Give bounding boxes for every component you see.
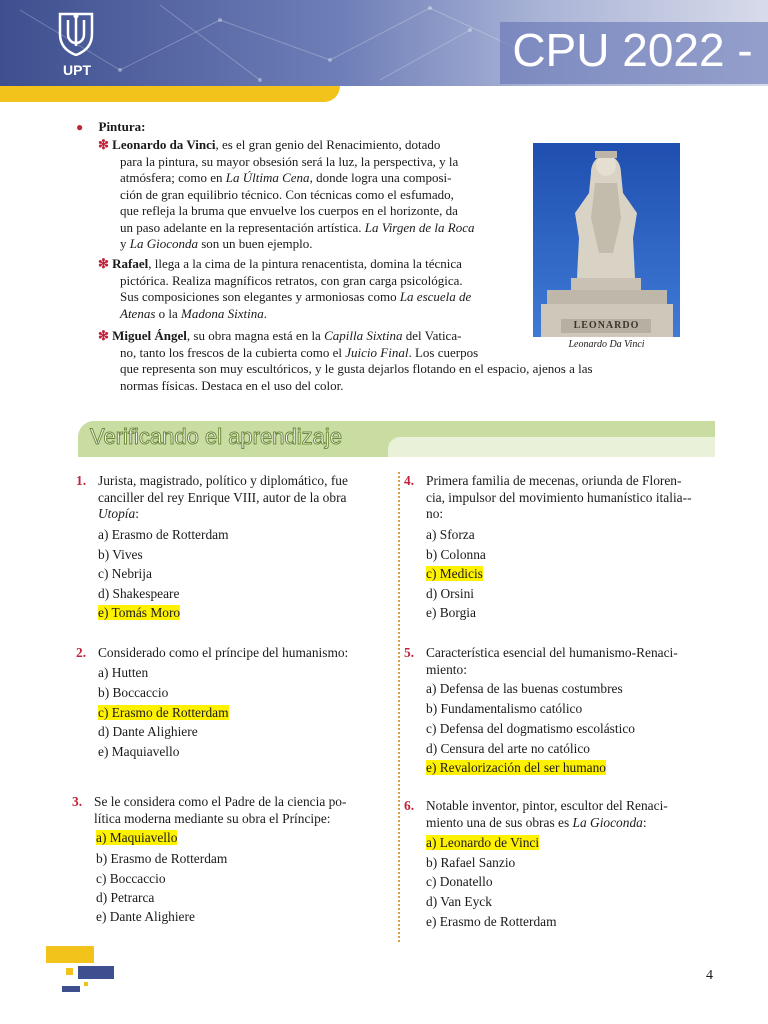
question-text bbox=[426, 473, 706, 523]
option-4c-correct[interactable]: c) Medicis bbox=[426, 566, 483, 581]
question-number: 6. bbox=[404, 798, 415, 813]
footer-blue-block bbox=[78, 966, 114, 979]
item-text: o la bbox=[155, 305, 182, 321]
question-line: Jurista, magistrado, político y diplomático, fue bbox=[98, 473, 348, 488]
artwork-title: La escuela de bbox=[399, 289, 472, 304]
question-number: 4. bbox=[404, 473, 415, 488]
option-5b[interactable]: b) Fundamentalismo católico bbox=[426, 701, 583, 716]
banner-highlight bbox=[388, 437, 715, 457]
option-3a-correct[interactable]: a) Maquiavello bbox=[96, 830, 178, 845]
work-title: La Gioconda bbox=[572, 814, 643, 830]
option-2a[interactable]: a) Hutten bbox=[98, 665, 149, 680]
option-6c[interactable]: c) Donatello bbox=[426, 874, 493, 889]
question-line: lítica moderna mediante su obra el Príncipe: bbox=[94, 810, 331, 826]
item-text: y bbox=[120, 236, 130, 251]
item-lead: Miguel Ángel bbox=[112, 328, 187, 343]
option-4e[interactable]: e) Borgia bbox=[426, 605, 476, 620]
bullet-dot-icon: ● bbox=[76, 120, 84, 134]
section-label: Pintura: bbox=[98, 119, 146, 134]
question-line: Característica esencial del humanismo-Renaci- bbox=[426, 645, 678, 660]
option-2b[interactable]: b) Boccaccio bbox=[98, 685, 169, 700]
question-line: : bbox=[135, 506, 139, 521]
footer-blue-bar bbox=[62, 986, 80, 992]
option-3d[interactable]: d) Petrarca bbox=[96, 890, 155, 905]
option-6d[interactable]: d) Van Eyck bbox=[426, 894, 492, 909]
item-text: . bbox=[263, 305, 267, 321]
question-number: 1. bbox=[76, 473, 87, 488]
question-text bbox=[94, 794, 388, 827]
artwork-title: Juicio Final bbox=[345, 344, 409, 360]
artwork-title: La Última Cena bbox=[225, 170, 310, 185]
question-line: miento una de sus obras es bbox=[426, 814, 573, 830]
question-number: 2. bbox=[76, 645, 87, 660]
question-line: Se le considera como el Padre de la ciencia po- bbox=[94, 794, 347, 809]
option-5d[interactable]: d) Censura del arte no católico bbox=[426, 741, 590, 756]
artwork-title: La Gioconda bbox=[129, 236, 198, 251]
question-line: canciller del rey Enrique VIII, autor de la obra bbox=[98, 489, 347, 505]
artwork-title: Capilla Sixtina bbox=[324, 328, 403, 343]
item-text: no, tanto los frescos de la cubierta como el bbox=[120, 344, 346, 360]
question-line: : bbox=[642, 814, 647, 830]
item-text: , es el gran genio del Renacimiento, dotado bbox=[215, 137, 441, 152]
question-line: miento: bbox=[426, 661, 467, 677]
option-1e-correct[interactable]: e) Tomás Moro bbox=[98, 605, 181, 620]
section-banner bbox=[78, 421, 715, 457]
option-5a[interactable]: a) Defensa de las buenas costumbres bbox=[426, 681, 623, 696]
section-title: Verificando el aprendizaje bbox=[90, 424, 342, 449]
header-yellow-stripe bbox=[0, 86, 340, 102]
option-6e[interactable]: e) Erasmo de Rotterdam bbox=[426, 914, 557, 929]
university-shield-icon bbox=[56, 10, 96, 56]
footer-yellow-square bbox=[66, 968, 73, 975]
column-divider bbox=[398, 472, 400, 942]
option-3c[interactable]: c) Boccaccio bbox=[96, 871, 166, 886]
item-text: , donde logra una composi- bbox=[309, 170, 452, 185]
option-4d[interactable]: d) Orsini bbox=[426, 586, 474, 601]
item-text: . Los cuerpos bbox=[408, 344, 479, 360]
item-text: para la pintura, su mayor obsesión será la luz, la perspectiva, y la bbox=[120, 153, 459, 169]
item-text: son un buen ejemplo. bbox=[198, 236, 313, 251]
option-3b[interactable]: b) Erasmo de Rotterdam bbox=[96, 851, 228, 866]
item-text: Sus composiciones son elegantes y armoniosas como bbox=[120, 289, 400, 304]
asterisk-icon: ❇ bbox=[98, 137, 109, 152]
question-text: Considerado como el príncipe del humanismo: bbox=[98, 645, 349, 660]
question-text bbox=[426, 798, 706, 831]
item-text: que refleja la bruma que envuelve los cuerpos en el horizonte, da bbox=[120, 203, 458, 218]
asterisk-icon: ❇ bbox=[98, 328, 109, 343]
item-text: ción de gran equilibrio técnico. Con técnicas como el esfumado, bbox=[120, 186, 454, 202]
item-text: del Vatica- bbox=[402, 328, 462, 343]
option-5c[interactable]: c) Defensa del dogmatismo escolástico bbox=[426, 721, 635, 736]
item-text: normas físicas. Destaca en el uso del color. bbox=[120, 377, 344, 393]
footer-yellow-block bbox=[46, 946, 94, 963]
question-number: 5. bbox=[404, 645, 415, 660]
image-caption: Leonardo Da Vinci bbox=[568, 339, 645, 350]
question-text bbox=[98, 473, 386, 523]
statue-picture bbox=[533, 143, 680, 337]
option-1a[interactable]: a) Erasmo de Rotterdam bbox=[98, 527, 229, 542]
item-text: un paso adelante en la representación artística. bbox=[120, 219, 365, 235]
item-lead: Leonardo da Vinci bbox=[112, 137, 216, 152]
artwork-title: La Virgen de la Roca bbox=[364, 219, 475, 235]
artwork-title: Madona Sixtina bbox=[181, 305, 264, 321]
option-6a-correct[interactable]: a) Leonardo de Vinci bbox=[426, 835, 540, 850]
item-text: pictórica. Realiza magníficos retratos, con gran carga psicológica. bbox=[120, 272, 463, 288]
option-1c[interactable]: c) Nebrija bbox=[98, 566, 152, 581]
option-1d[interactable]: d) Shakespeare bbox=[98, 586, 180, 601]
option-4a[interactable]: a) Sforza bbox=[426, 527, 475, 542]
question-line: cia, impulsor del movimiento humanístico italia-- bbox=[426, 489, 692, 505]
item-text: que representa son muy escultóricos, y le gusta dejarlos flotando en el espacio, ajenos a las bbox=[120, 361, 593, 376]
question-number: 3. bbox=[72, 794, 83, 809]
asterisk-icon: ❇ bbox=[98, 256, 109, 271]
intro-item-miguel-angel bbox=[98, 328, 678, 394]
header-title: CPU 2022 - II bbox=[512, 24, 753, 140]
question-line: Primera familia de mecenas, oriunda de Floren- bbox=[426, 473, 682, 488]
item-lead: Rafael bbox=[112, 256, 149, 271]
option-5e-correct[interactable]: e) Revalorización del ser humano bbox=[426, 760, 606, 775]
question-line: Notable inventor, pintor, escultor del Renaci- bbox=[426, 798, 668, 813]
item-text: , llega a la cima de la pintura renacentista, domina la técnica bbox=[148, 256, 462, 271]
header-white-curve bbox=[340, 86, 768, 108]
question-text bbox=[426, 645, 706, 678]
work-title: Utopía bbox=[98, 506, 136, 521]
option-2c-correct[interactable]: c) Erasmo de Rotterdam bbox=[98, 705, 229, 720]
page-number: 4 bbox=[706, 968, 713, 983]
leonardo-statue-image bbox=[533, 143, 680, 337]
question-line: no: bbox=[426, 506, 444, 521]
option-2d[interactable]: d) Dante Alighiere bbox=[98, 724, 198, 739]
intro-item-leonardo bbox=[98, 137, 512, 253]
item-text: atmósfera; como en bbox=[120, 170, 226, 185]
intro-item-rafael bbox=[98, 256, 512, 322]
artwork-title: Atenas bbox=[120, 305, 156, 321]
statue-plaque-text: LEONARDO bbox=[573, 320, 640, 331]
item-text: , su obra magna está en la bbox=[186, 328, 325, 343]
option-4b[interactable]: b) Colonna bbox=[426, 547, 486, 562]
option-3e[interactable]: e) Dante Alighiere bbox=[96, 909, 195, 924]
option-6b[interactable]: b) Rafael Sanzio bbox=[426, 855, 516, 870]
logo-text: UPT bbox=[63, 62, 91, 78]
section-bullet bbox=[76, 119, 145, 136]
option-2e[interactable]: e) Maquiavello bbox=[98, 744, 180, 759]
option-1b[interactable]: b) Vives bbox=[98, 547, 143, 562]
footer-yellow-dot bbox=[84, 982, 88, 986]
